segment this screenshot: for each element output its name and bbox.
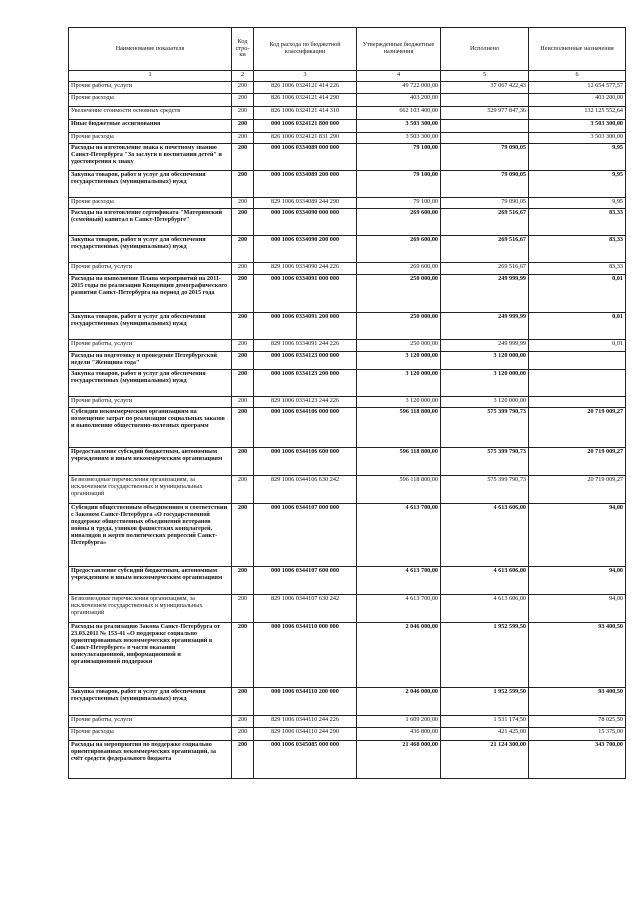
table-row [69,741,626,779]
row-classification: 826 1006 0324121 414 226 [254,82,357,94]
row-executed: 4 613 606,00 [441,567,529,595]
row-executed: 269 516,67 [441,263,529,275]
row-name: Увеличение стоимости основных средств [69,107,232,120]
row-name: Прочие расходы [69,198,232,209]
row-code: 200 [232,595,254,623]
row-classification: 000 1006 0334090 200 000 [254,236,357,263]
header-approved: Утвержденные бюджетные назначения [357,28,441,71]
row-classification: 000 1006 0344110 200 000 [254,688,357,716]
row-name: Безвозмездные перечисления организациям, за исключением государственных и муниципальных организаций [69,476,232,504]
table-row [69,209,626,236]
row-unexecuted: 0,01 [529,313,626,340]
row-classification: 000 1006 0334091 000 000 [254,275,357,313]
row-classification: 826 1006 0324121 414 290 [254,94,357,107]
row-unexecuted: 3 503 300,00 [529,133,626,144]
row-approved: 662 103 400,00 [357,107,441,120]
row-name: Закупка товаров, работ и услуг для обеспечения государственных (муниципальных) нужд [69,236,232,263]
row-executed: 269 516,67 [441,209,529,236]
row-executed: 249 999,99 [441,275,529,313]
table-row [69,340,626,352]
table-row [69,623,626,688]
row-approved: 4 613 700,00 [357,504,441,567]
row-code: 200 [232,728,254,741]
row-code: 200 [232,397,254,408]
column-number: 5 [441,71,529,82]
row-executed: 529 977 847,36 [441,107,529,120]
header-executed: Исполнено [441,28,529,71]
row-code: 200 [232,198,254,209]
row-code: 200 [232,476,254,504]
row-executed: 3 120 000,00 [441,352,529,370]
row-approved: 596 118 800,00 [357,408,441,448]
row-code: 200 [232,144,254,171]
row-approved: 21 468 000,00 [357,741,441,779]
row-approved: 79 100,00 [357,144,441,171]
row-name: Прочие расходы [69,728,232,741]
row-approved: 403 200,00 [357,94,441,107]
row-code: 200 [232,370,254,397]
budget-execution-table [68,27,626,779]
table-row [69,408,626,448]
row-name: Закупка товаров, работ и услуг для обеспечения государственных (муниципальных) нужд [69,313,232,340]
row-code: 200 [232,82,254,94]
table-row [69,275,626,313]
row-approved: 3 120 000,00 [357,397,441,408]
table-row [69,82,626,94]
row-code: 200 [232,263,254,275]
row-classification: 826 1006 0324121 831 290 [254,133,357,144]
row-unexecuted: 94,00 [529,567,626,595]
column-number: 4 [357,71,441,82]
row-unexecuted: 93 400,50 [529,688,626,716]
row-classification: 829 1006 0344110 244 290 [254,728,357,741]
row-unexecuted [529,352,626,370]
row-unexecuted: 83,33 [529,209,626,236]
row-classification: 826 1006 0324121 414 310 [254,107,357,120]
row-name: Расходы на выполнение Плана мероприятий на 2011-2015 годы по реализации Концепции демографического развития Санкт-Петербурга на период до 2015 года [69,275,232,313]
row-code: 200 [232,352,254,370]
row-code: 200 [232,408,254,448]
row-name: Иные бюджетные ассигнования [69,120,232,133]
row-classification: 829 1006 0334091 244 226 [254,340,357,352]
row-code: 200 [232,504,254,567]
row-approved: 269 600,00 [357,263,441,275]
row-unexecuted: 403 200,00 [529,94,626,107]
table-row [69,728,626,741]
row-unexecuted: 94,00 [529,595,626,623]
row-classification: 829 1006 0334089 244 290 [254,198,357,209]
row-executed: 79 090,05 [441,171,529,198]
row-classification: 000 1006 0334123 200 000 [254,370,357,397]
row-classification: 000 1006 0334091 200 000 [254,313,357,340]
row-classification: 000 1006 0344107 000 000 [254,504,357,567]
row-approved: 3 120 000,00 [357,370,441,397]
column-number: 6 [529,71,626,82]
row-code: 200 [232,120,254,133]
row-executed: 575 399 790,73 [441,408,529,448]
row-code: 200 [232,94,254,107]
row-classification: 000 1006 0334089 200 000 [254,171,357,198]
table-row [69,504,626,567]
row-executed: 575 399 790,73 [441,476,529,504]
row-unexecuted: 83,33 [529,236,626,263]
row-approved: 79 100,00 [357,198,441,209]
row-name: Безвозмездные перечисления организациям, за исключением государственных и муниципальных организаций [69,595,232,623]
row-name: Прочие работы, услуги [69,82,232,94]
table-row [69,94,626,107]
table-row [69,120,626,133]
row-approved: 3 120 000,00 [357,352,441,370]
table-row [69,567,626,595]
row-name: Прочие расходы [69,94,232,107]
row-executed: 4 613 606,00 [441,595,529,623]
header-code: Код стро-ки [232,28,254,71]
row-unexecuted: 94,00 [529,504,626,567]
row-executed: 21 124 300,00 [441,741,529,779]
header-classification: Код расхода по бюджетной классификации [254,28,357,71]
row-unexecuted: 9,95 [529,144,626,171]
row-classification: 000 1006 0334123 000 000 [254,352,357,370]
table-row [69,236,626,263]
row-name: Закупка товаров, работ и услуг для обеспечения государственных (муниципальных) нужд [69,171,232,198]
row-classification: 000 1006 0344110 000 000 [254,623,357,688]
row-approved: 49 722 000,00 [357,82,441,94]
row-unexecuted: 343 700,00 [529,741,626,779]
row-executed: 3 120 000,00 [441,397,529,408]
row-name: Расходы на подготовку и проведение Петербургской недели "Женщина года" [69,352,232,370]
row-name: Субсидии некоммерческим организациям на возмещение затрат по реализации социальных заказов и выполнению общественно-полезных программ [69,408,232,448]
row-code: 200 [232,275,254,313]
row-executed: 79 090,05 [441,144,529,171]
column-number: 1 [69,71,232,82]
table-header-row [69,28,626,71]
row-approved: 596 118 800,00 [357,476,441,504]
row-code: 200 [232,741,254,779]
row-approved: 269 600,00 [357,209,441,236]
row-executed [441,94,529,107]
row-code: 200 [232,209,254,236]
row-executed: 79 090,05 [441,198,529,209]
row-classification: 000 1006 0344106 000 000 [254,408,357,448]
table-row [69,476,626,504]
column-number: 3 [254,71,357,82]
table-row [69,352,626,370]
row-unexecuted: 12 654 577,57 [529,82,626,94]
table-row [69,107,626,120]
row-approved: 269 600,00 [357,236,441,263]
row-executed [441,133,529,144]
header-unexecuted: Неисполненные назначения [529,28,626,71]
table-row [69,595,626,623]
table-row [69,397,626,408]
row-unexecuted: 132 125 552,64 [529,107,626,120]
row-approved: 3 503 300,00 [357,120,441,133]
row-executed: 1 952 599,50 [441,623,529,688]
table-row [69,448,626,476]
row-unexecuted: 15 375,00 [529,728,626,741]
row-name: Расходы на реализацию Закона Санкт-Петербурга от 23.03.2011 № 153-41 «О поддержке социально ориентированных некоммерческих организаций в Санкт-Петербурге» в части оказания консультационной, информационной и организационной поддержки [69,623,232,688]
row-approved: 250 000,00 [357,313,441,340]
row-executed: 249 999,99 [441,313,529,340]
row-executed: 4 613 606,00 [441,504,529,567]
row-classification: 829 1006 0344107 630 242 [254,595,357,623]
table-row [69,716,626,728]
row-unexecuted: 0,01 [529,340,626,352]
row-unexecuted: 3 503 300,00 [529,120,626,133]
table-row [69,144,626,171]
row-name: Расходы на изготовление знака к почетному званию Санкт-Петербурга "За заслуги в воспитании детей" и удостоверения к знаку [69,144,232,171]
row-name: Прочие работы, услуги [69,397,232,408]
row-code: 200 [232,567,254,595]
row-name: Прочие расходы [69,133,232,144]
row-approved: 1 609 200,00 [357,716,441,728]
row-approved: 4 613 700,00 [357,567,441,595]
row-name: Закупка товаров, работ и услуг для обеспечения государственных (муниципальных) нужд [69,688,232,716]
row-unexecuted: 20 719 009,27 [529,476,626,504]
row-classification: 829 1006 0334090 244 226 [254,263,357,275]
row-approved: 2 046 000,00 [357,623,441,688]
row-unexecuted: 20 719 009,27 [529,448,626,476]
header-name: Наименование показателя [69,28,232,71]
row-code: 200 [232,171,254,198]
row-code: 200 [232,133,254,144]
row-name: Предоставление субсидий бюджетным, автономным учреждениям и иным некоммерческим организациям [69,448,232,476]
row-executed: 249 999,99 [441,340,529,352]
row-classification: 829 1006 0344106 630 242 [254,476,357,504]
row-unexecuted: 0,01 [529,275,626,313]
row-code: 200 [232,236,254,263]
row-code: 200 [232,448,254,476]
row-approved: 3 503 300,00 [357,133,441,144]
row-code: 200 [232,716,254,728]
row-executed: 1 952 599,50 [441,688,529,716]
table-row [69,370,626,397]
column-number: 2 [232,71,254,82]
row-unexecuted: 93 400,50 [529,623,626,688]
row-classification: 000 1006 0334089 000 000 [254,144,357,171]
row-classification: 000 1006 0345085 000 000 [254,741,357,779]
row-unexecuted: 78 025,50 [529,716,626,728]
row-approved: 250 000,00 [357,275,441,313]
row-classification: 829 1006 0344110 244 226 [254,716,357,728]
row-code: 200 [232,107,254,120]
row-unexecuted: 9,95 [529,198,626,209]
table-row [69,688,626,716]
row-executed: 1 531 174,50 [441,716,529,728]
row-code: 200 [232,623,254,688]
row-approved: 2 046 000,00 [357,688,441,716]
row-unexecuted [529,370,626,397]
row-classification: 000 1006 0344107 600 000 [254,567,357,595]
row-name: Прочие работы, услуги [69,263,232,275]
table-row [69,171,626,198]
row-name: Предоставление субсидий бюджетным, автономным учреждениям и иным некоммерческим организациям [69,567,232,595]
table-row [69,313,626,340]
row-unexecuted: 9,95 [529,171,626,198]
row-classification: 000 1006 0324121 800 000 [254,120,357,133]
row-approved: 4 613 700,00 [357,595,441,623]
row-executed: 421 425,00 [441,728,529,741]
row-approved: 436 800,00 [357,728,441,741]
row-name: Закупка товаров, работ и услуг для обеспечения государственных (муниципальных) нужд [69,370,232,397]
row-approved: 79 100,00 [357,171,441,198]
row-approved: 250 000,00 [357,340,441,352]
row-executed: 3 120 000,00 [441,370,529,397]
row-classification: 000 1006 0344106 600 000 [254,448,357,476]
row-name: Субсидии общественным объединениям в соответствии с Законом Санкт-Петербурга «О государственной поддержке общественных объединений ветеранов войны и труда, узников фашистских концлагерей, инвалидов и жертв политических репрессий Санкт-Петербурга» [69,504,232,567]
row-executed [441,120,529,133]
column-number-row [69,71,626,82]
row-code: 200 [232,313,254,340]
row-name: Прочие работы, услуги [69,716,232,728]
row-executed: 269 516,67 [441,236,529,263]
row-executed: 37 067 422,43 [441,82,529,94]
table-row [69,198,626,209]
row-classification: 000 1006 0334090 000 000 [254,209,357,236]
table-row [69,263,626,275]
row-classification: 829 1006 0334123 244 226 [254,397,357,408]
row-code: 200 [232,688,254,716]
row-executed: 575 399 790,73 [441,448,529,476]
row-name: Расходы на изготовление сертификата "Материнский (семейный) капитал в Санкт-Петербурге" [69,209,232,236]
row-name: Прочие работы, услуги [69,340,232,352]
row-unexecuted: 83,33 [529,263,626,275]
row-unexecuted [529,397,626,408]
row-unexecuted: 20 719 009,27 [529,408,626,448]
row-approved: 596 118 800,00 [357,448,441,476]
row-code: 200 [232,340,254,352]
row-name: Расходы на мероприятия по поддержке социально ориентированных некоммерческих организаций, за счёт средств федерального бюджета [69,741,232,779]
table-row [69,133,626,144]
